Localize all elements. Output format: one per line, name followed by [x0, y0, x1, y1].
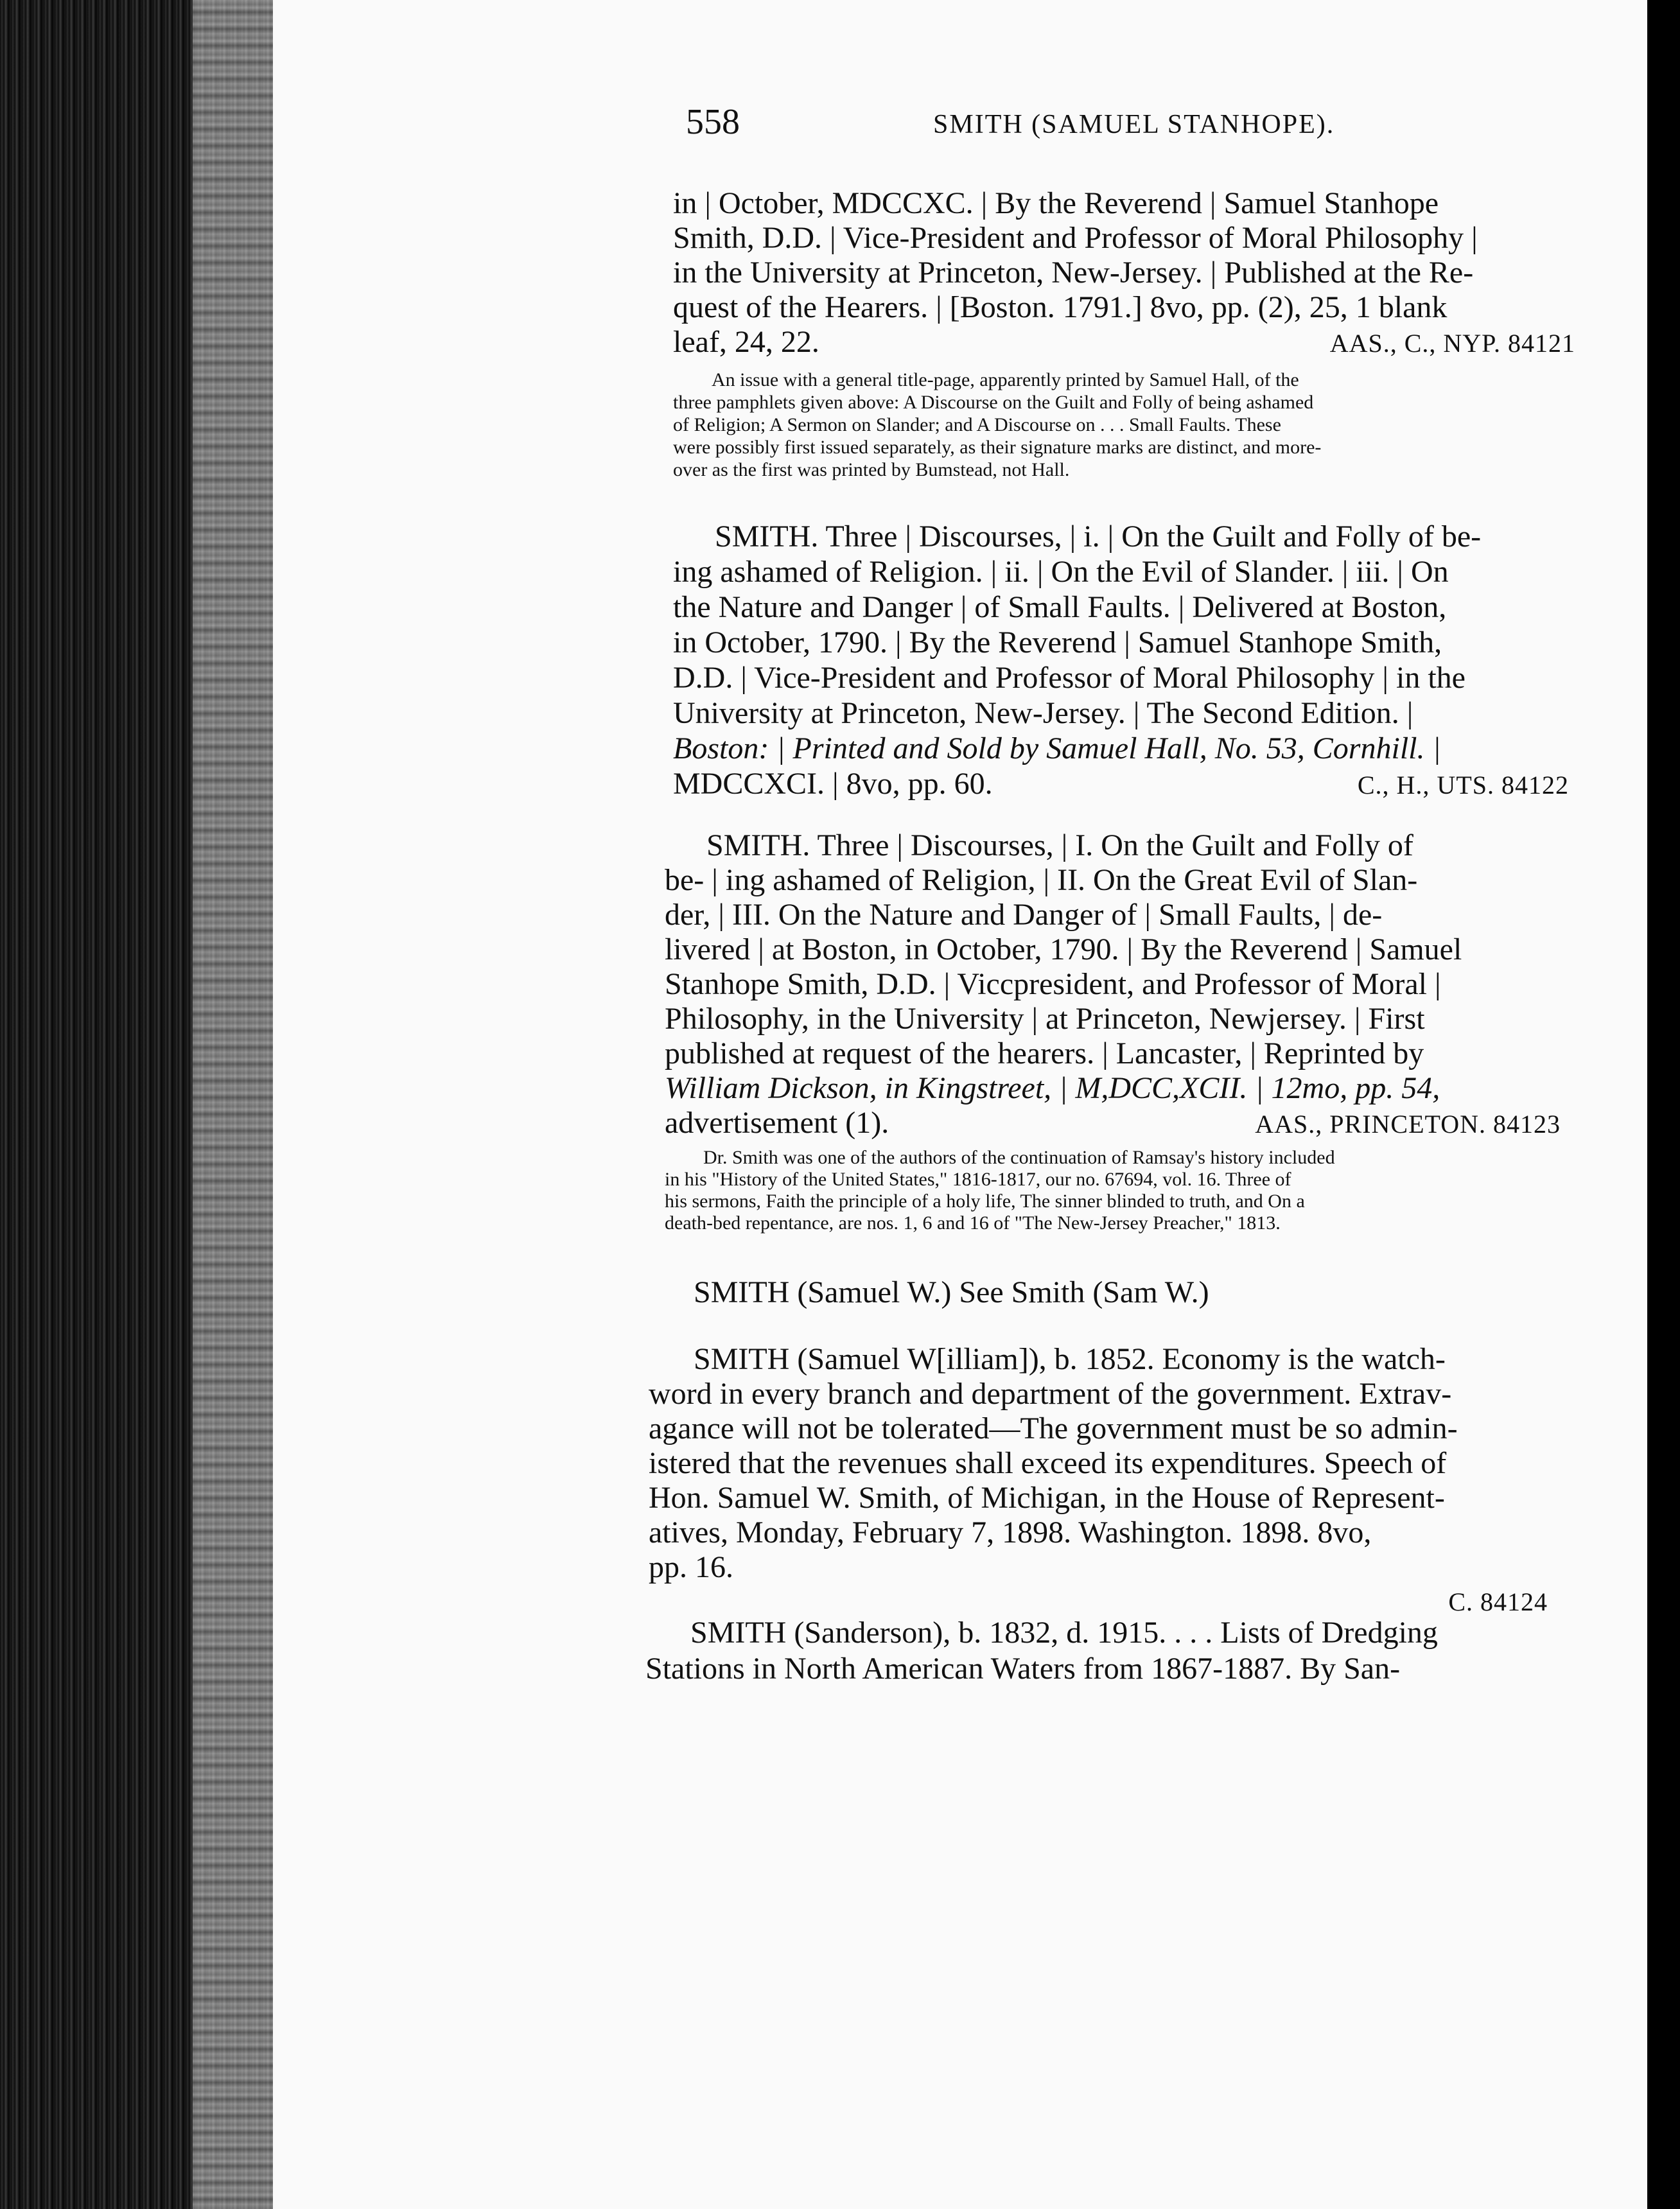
- entry-line: William Dickson, in Kingstreet, | M,DCC,XCII. | 12mo, pp. 54,: [665, 1071, 1440, 1105]
- entry-line: agance will not be tolerated—The government must be so admin-: [649, 1411, 1458, 1445]
- entry-84121: [673, 186, 1575, 481]
- entry-last-line: [673, 766, 1569, 803]
- entry-line: Smith, D.D. | Vice-President and Professor of Moral Philosophy |: [673, 221, 1478, 255]
- holdings-84123: AAS., PRINCETON. 84123: [1255, 1110, 1561, 1139]
- entry-line: livered | at Boston, in October, 1790. | By the Reverend | Samuel: [665, 932, 1462, 966]
- holdings-84124: C. 84124: [1448, 1587, 1548, 1616]
- entry-line: ing ashamed of Religion. | ii. | On the Evil of Slander. | iii. | On: [673, 555, 1449, 589]
- entry-line: University at Princeton, New-Jersey. | The Second Edition. |: [673, 696, 1413, 730]
- entry-line: word in every branch and department of the government. Extrav-: [649, 1377, 1452, 1411]
- entry-84124: [649, 1342, 1548, 1620]
- entry-line: in | October, MDCCXC. | By the Reverend | Samuel Stanhope: [673, 186, 1439, 220]
- note-line: death-bed repentance, are nos. 1, 6 and 16 of "The New-Jersey Preacher," 1813.: [665, 1212, 1281, 1234]
- note-line: three pamphlets given above: A Discourse on the Guilt and Folly of being ashamed: [673, 392, 1314, 413]
- entry-line: SMITH. Three | Discourses, | i. | On the Guilt and Folly of be-: [715, 520, 1482, 554]
- note-line: his sermons, Faith the principle of a holy life, The sinner blinded to truth, and On a: [665, 1191, 1305, 1212]
- note-84123: [665, 1147, 1561, 1234]
- entry-last-line: [665, 1106, 1561, 1142]
- entry-line: quest of the Hearers. | [Boston. 1791.] 8vo, pp. (2), 25, 1 blank: [673, 290, 1448, 324]
- entry-line: Stanhope Smith, D.D. | Viccpresident, and Professor of Moral |: [665, 967, 1441, 1001]
- entry-line: in the University at Princeton, New-Jersey. | Published at the Re-: [673, 256, 1474, 290]
- entry-line: atives, Monday, February 7, 1898. Washington. 1898. 8vo,: [649, 1515, 1372, 1550]
- entry-line: MDCCXCI. | 8vo, pp. 60.: [673, 767, 993, 801]
- holdings-84122: C., H., UTS. 84122: [1357, 771, 1569, 799]
- entry-line: be- | ing ashamed of Religion, | II. On the Great Evil of Slan-: [665, 863, 1418, 897]
- holdings-84121: AAS., C., NYP. 84121: [1329, 329, 1575, 358]
- note-line: Dr. Smith was one of the authors of the continuation of Ramsay's history included: [703, 1147, 1335, 1168]
- entry-line: SMITH (Sanderson), b. 1832, d. 1915. . . . Lists of Dredging: [690, 1616, 1438, 1650]
- note-line: An issue with a general title-page, apparently printed by Samuel Hall, of the: [712, 369, 1299, 390]
- entry-line: published at request of the hearers. | Lancaster, | Reprinted by: [665, 1036, 1424, 1070]
- entry-84123: [665, 828, 1561, 1234]
- running-head: SMITH (SAMUEL STANHOPE).: [933, 110, 1335, 139]
- note-line: in his "History of the United States," 1816-1817, our no. 67694, vol. 16. Three of: [665, 1169, 1291, 1190]
- entry-line: leaf, 24, 22.: [673, 325, 819, 359]
- see-also-entry: SMITH (Samuel W.) See Smith (Sam W.): [694, 1275, 1209, 1309]
- page-edges: [193, 0, 283, 2209]
- entry-line: the Nature and Danger | of Small Faults. | Delivered at Boston,: [673, 590, 1447, 624]
- entry-line: SMITH (Samuel W[illiam]), b. 1852. Economy is the watch-: [694, 1342, 1446, 1376]
- note-line: were possibly first issued separately, as their signature marks are distinct, and more-: [673, 437, 1322, 458]
- entry-84125: [645, 1615, 1544, 1687]
- right-margin-dark: [1647, 0, 1680, 2209]
- entry-line: Hon. Samuel W. Smith, of Michigan, in the House of Represent-: [649, 1481, 1445, 1515]
- entry-line: Stations in North American Waters from 1867-1887. By San-: [645, 1652, 1401, 1686]
- entry-line: in October, 1790. | By the Reverend | Samuel Stanhope Smith,: [673, 625, 1442, 659]
- note-84121: [673, 369, 1575, 481]
- entry-last-line: [673, 325, 1575, 361]
- entry-84122: [673, 519, 1569, 803]
- note-line: of Religion; A Sermon on Slander; and A Discourse on . . . Small Faults. These: [673, 414, 1281, 435]
- entry-line: advertisement (1).: [665, 1106, 889, 1140]
- page-header: [686, 101, 1386, 153]
- entry-line: Philosophy, in the University | at Princeton, Newjersey. | First: [665, 1002, 1425, 1036]
- entry-line: SMITH. Three | Discourses, | I. On the Guilt and Folly of: [706, 828, 1413, 862]
- note-line: over as the first was printed by Bumstead, not Hall.: [673, 459, 1070, 480]
- entry-line: istered that the revenues shall exceed its expenditures. Speech of: [649, 1446, 1447, 1480]
- page-number: 558: [686, 102, 740, 142]
- entry-line: der, | III. On the Nature and Danger of | Small Faults, | de-: [665, 898, 1383, 932]
- entry-line: Boston: | Printed and Sold by Samuel Hall, No. 53, Cornhill. |: [673, 731, 1441, 765]
- entry-line: pp. 16.: [649, 1550, 733, 1584]
- entry-line: D.D. | Vice-President and Professor of Moral Philosophy | in the: [673, 661, 1466, 695]
